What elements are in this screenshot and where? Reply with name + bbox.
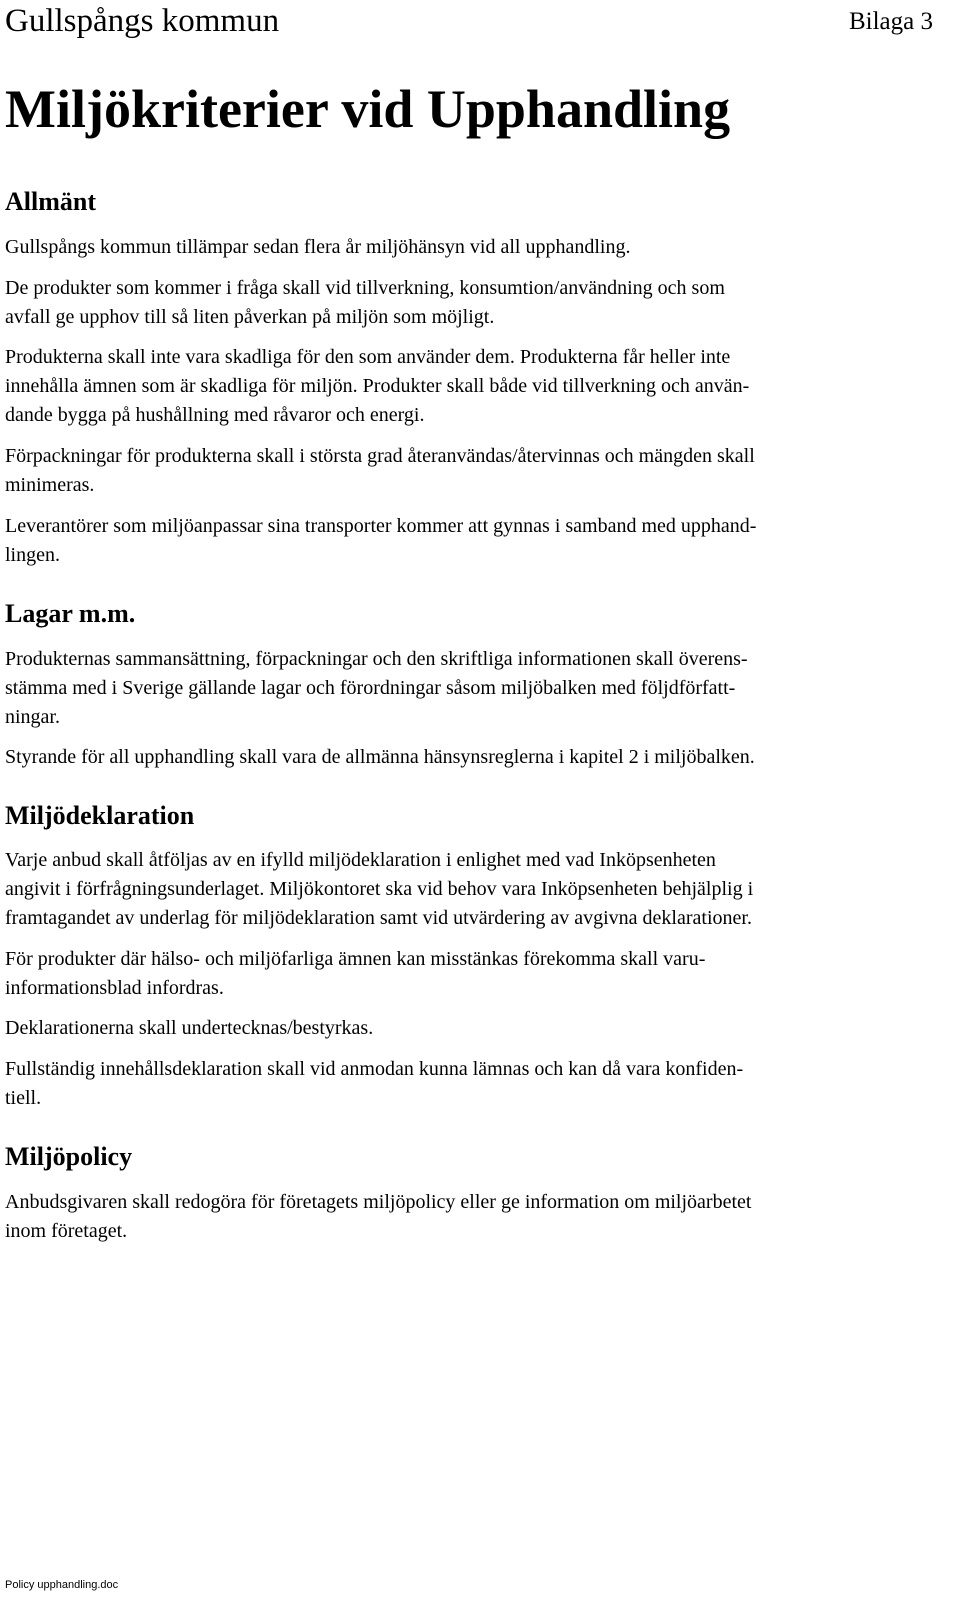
text-line: Deklarationerna skall undertecknas/bestyrkas. xyxy=(5,1017,374,1039)
text-line: Gullspångs kommun tillämpar sedan flera år miljöhänsyn vid all upphandling. xyxy=(5,236,631,258)
paragraph xyxy=(5,442,945,500)
paragraph xyxy=(5,645,945,732)
paragraph xyxy=(5,1188,945,1246)
text-line: ningar. xyxy=(5,706,60,728)
paragraph xyxy=(5,743,945,772)
footer-filename: Policy upphandling.doc xyxy=(5,1579,119,1591)
text-line: Fullständig innehållsdeklaration skall vid anmodan kunna lämnas och kan då vara konfiden- xyxy=(5,1058,744,1080)
paragraph xyxy=(5,274,945,332)
text-line: Anbudsgivaren skall redogöra för företagets miljöpolicy eller ge information om miljöarbetet xyxy=(5,1191,752,1213)
text-line: minimeras. xyxy=(5,474,95,496)
text-line: lingen. xyxy=(5,544,60,566)
paragraph xyxy=(5,945,945,1003)
text-line: Produkternas sammansättning, förpackningar och den skriftliga informationen skall överens- xyxy=(5,648,748,670)
text-line: Varje anbud skall åtföljas av en ifylld miljödeklaration i enlighet med vad Inköpsenheten xyxy=(5,849,716,871)
document-title: Miljökriterier vid Upphandling xyxy=(5,79,731,139)
text-line: innehålla ämnen som är skadliga för miljön. Produkter skall både vid tillverkning och använ- xyxy=(5,375,750,397)
paragraph xyxy=(5,1014,945,1043)
text-line: stämma med i Sverige gällande lagar och förordningar såsom miljöbalken med följdförfatt- xyxy=(5,677,736,699)
section-heading-miljopolicy: Miljöpolicy xyxy=(5,1142,133,1171)
text-line: avfall ge upphov till så liten påverkan på miljön som möjligt. xyxy=(5,306,495,328)
text-line: Styrande för all upphandling skall vara de allmänna hänsynsreglerna i kapitel 2 i miljöbalken. xyxy=(5,746,755,768)
text-line: Leverantörer som miljöanpassar sina transporter kommer att gynnas i samband med upphand- xyxy=(5,515,757,537)
text-line: För produkter där hälso- och miljöfarliga ämnen kan misstänkas förekomma skall varu- xyxy=(5,948,706,970)
text-line: Produkterna skall inte vara skadliga för den som använder dem. Produkterna får heller inte xyxy=(5,346,731,368)
attachment-label: Bilaga 3 xyxy=(848,8,933,35)
text-line: Förpackningar för produkterna skall i största grad återanvändas/återvinnas och mängden skall xyxy=(5,445,755,467)
section-heading-allmant: Allmänt xyxy=(5,187,96,216)
paragraph xyxy=(5,512,945,570)
text-line: inom företaget. xyxy=(5,1220,128,1242)
section-heading-lagar: Lagar m.m. xyxy=(5,599,136,628)
text-line: tiell. xyxy=(5,1087,42,1109)
paragraph xyxy=(5,233,945,262)
text-line: angivit i förfrågningsunderlaget. Miljökontoret ska vid behov vara Inköpsenheten behjälplig i xyxy=(5,878,754,900)
paragraph xyxy=(5,1055,945,1113)
text-line: De produkter som kommer i fråga skall vid tillverkning, konsumtion/användning och som xyxy=(5,277,725,299)
paragraph xyxy=(5,846,945,933)
paragraph xyxy=(5,343,945,430)
text-line: informationsblad infordras. xyxy=(5,977,224,999)
text-line: framtagandet av underlag för miljödeklaration samt vid utvärdering av avgivna deklarationer. xyxy=(5,907,752,929)
organization-name: Gullspångs kommun xyxy=(5,3,280,39)
text-line: dande bygga på hushållning med råvaror och energi. xyxy=(5,404,425,426)
section-heading-miljodeklaration: Miljödeklaration xyxy=(5,801,195,830)
